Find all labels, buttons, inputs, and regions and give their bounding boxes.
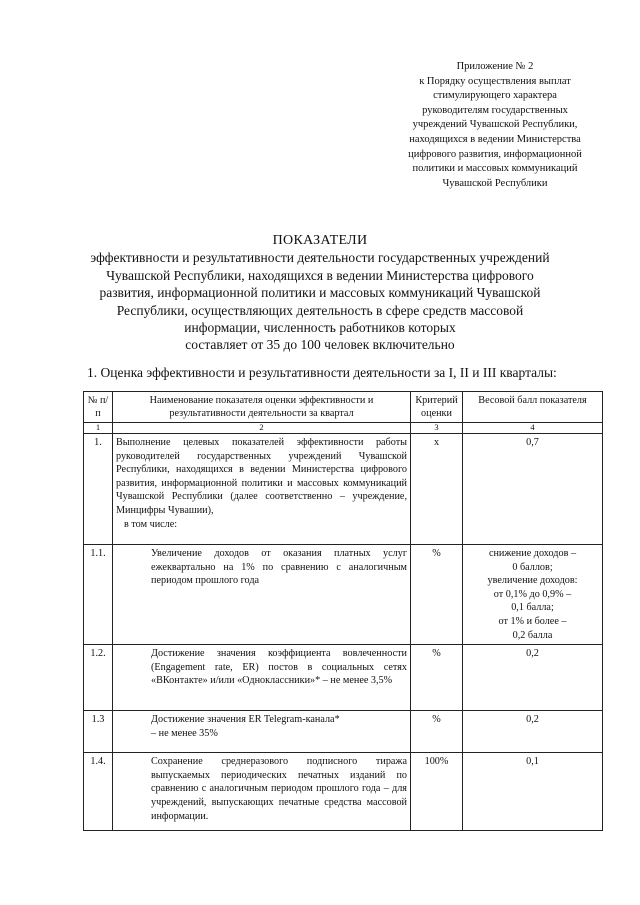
table-header-row [84, 392, 603, 423]
appendix-line: стимулирующего характера [433, 90, 557, 102]
weight-line: увеличение доходов: [487, 575, 578, 587]
table-row [84, 753, 603, 831]
title-line: развития, информационной политики и массовых коммуникаций Чувашской [99, 285, 541, 301]
indicator-text: Выполнение целевых показателей эффективности работы руководителей государственных учреждений Чувашской Республики, находящихся в ведении Министерства цифрового развития, информационной политики и массовых коммуникаций Чувашской Республики (далее соответственно – учреждение, Минцифры Чувашии), [116, 437, 407, 516]
indicator-subtext: в том числе: [124, 518, 178, 530]
header-criterion: Критерий оценки [411, 392, 463, 423]
header-weight: Весовой балл показателя [463, 392, 603, 423]
header-no: № п/п [84, 392, 113, 423]
weight-line: 0,2 [526, 648, 539, 660]
header-name: Наименование показателя оценки эффективности и результативности деятельности за квартал [113, 392, 411, 423]
criterion-value: 100% [411, 753, 463, 831]
column-number: 3 [411, 423, 463, 434]
section-title: 1. Оценка эффективности и результативности деятельности за I, II и III кварталы: [87, 365, 557, 380]
criterion-value: % [411, 711, 463, 753]
column-number: 2 [113, 423, 411, 434]
indicator-subtext: – не менее 35% [151, 727, 218, 739]
indicator-name: Достижение значения коэффициента вовлеченности (Engagement rate, ER) постов в социальных сетях «ВКонтакте» и/или «Одноклассники»* – не менее 3,5% [113, 645, 411, 711]
indicator-name: Сохранение среднеразового подписного тиража выпускаемых периодических печатных изданий по сравнению с аналогичным периодом прошлого года – для учреждений, выпускающих печатные средства массовой информации. [113, 753, 411, 831]
appendix-line: Чувашской Республики [442, 177, 548, 189]
title-line: эффективности и результативности деятельности государственных учреждений [90, 250, 550, 266]
indicator-name: Увеличение доходов от оказания платных услуг ежеквартально на 1% по сравнению с аналогичным периодом прошлого года [113, 545, 411, 645]
document-title [40, 232, 600, 354]
title-line: составляет от 35 до 100 человек включительно [185, 337, 455, 353]
row-number: 1.3 [84, 711, 113, 753]
weight-line: 0,7 [526, 437, 539, 448]
row-number: 1.1. [84, 545, 113, 645]
weight-value [463, 545, 603, 645]
appendix-line: к Порядку осуществления выплат [419, 75, 571, 87]
table-row [84, 645, 603, 711]
appendix-note [375, 60, 615, 191]
column-number: 4 [463, 423, 603, 434]
weight-value [463, 711, 603, 753]
appendix-line: учреждений Чувашской Республики, [412, 119, 578, 131]
criterion-value: x [411, 434, 463, 545]
appendix-line: Приложение № 2 [456, 61, 534, 72]
criterion-value: % [411, 645, 463, 711]
table-row [84, 711, 603, 753]
weight-value [463, 753, 603, 831]
indicators-table [83, 391, 603, 831]
appendix-line: цифрового развития, информационной [408, 148, 582, 160]
column-number-row [84, 423, 603, 434]
weight-line: 0,1 [526, 756, 539, 768]
column-number: 1 [84, 423, 113, 434]
weight-line: от 1% и более – [498, 615, 567, 627]
title-line: Чувашской Республики, находящихся в ведении Министерства цифрового [106, 267, 534, 283]
indicator-name [113, 711, 411, 753]
weight-line: снижение доходов – [488, 548, 577, 559]
row-number: 1.4. [84, 753, 113, 831]
indicator-name [113, 434, 411, 545]
weight-line: 0,2 балла [512, 629, 553, 641]
table-row [84, 545, 603, 645]
title-heading: ПОКАЗАТЕЛИ [272, 233, 368, 248]
weight-value [463, 645, 603, 711]
weight-line: 0 баллов; [512, 561, 553, 573]
weight-line: 0,2 [526, 714, 539, 726]
appendix-line: политики и массовых коммуникаций [412, 163, 578, 175]
appendix-line: находящихся в ведении Министерства [409, 133, 581, 145]
title-line: Республики, осуществляющих деятельность в сфере средств массовой [116, 302, 524, 318]
criterion-value: % [411, 545, 463, 645]
row-number: 1. [84, 434, 113, 545]
weight-line: 0,1 балла; [511, 602, 554, 614]
weight-value [463, 434, 603, 545]
row-number: 1.2. [84, 645, 113, 711]
appendix-line: руководителям государственных [422, 104, 568, 116]
weight-line: от 0,1% до 0,9% – [493, 588, 572, 600]
table-row [84, 434, 603, 545]
indicator-text: Достижение значения ER Telegram-канала* [151, 714, 340, 726]
title-line: информации, численность работников которых [184, 320, 456, 336]
